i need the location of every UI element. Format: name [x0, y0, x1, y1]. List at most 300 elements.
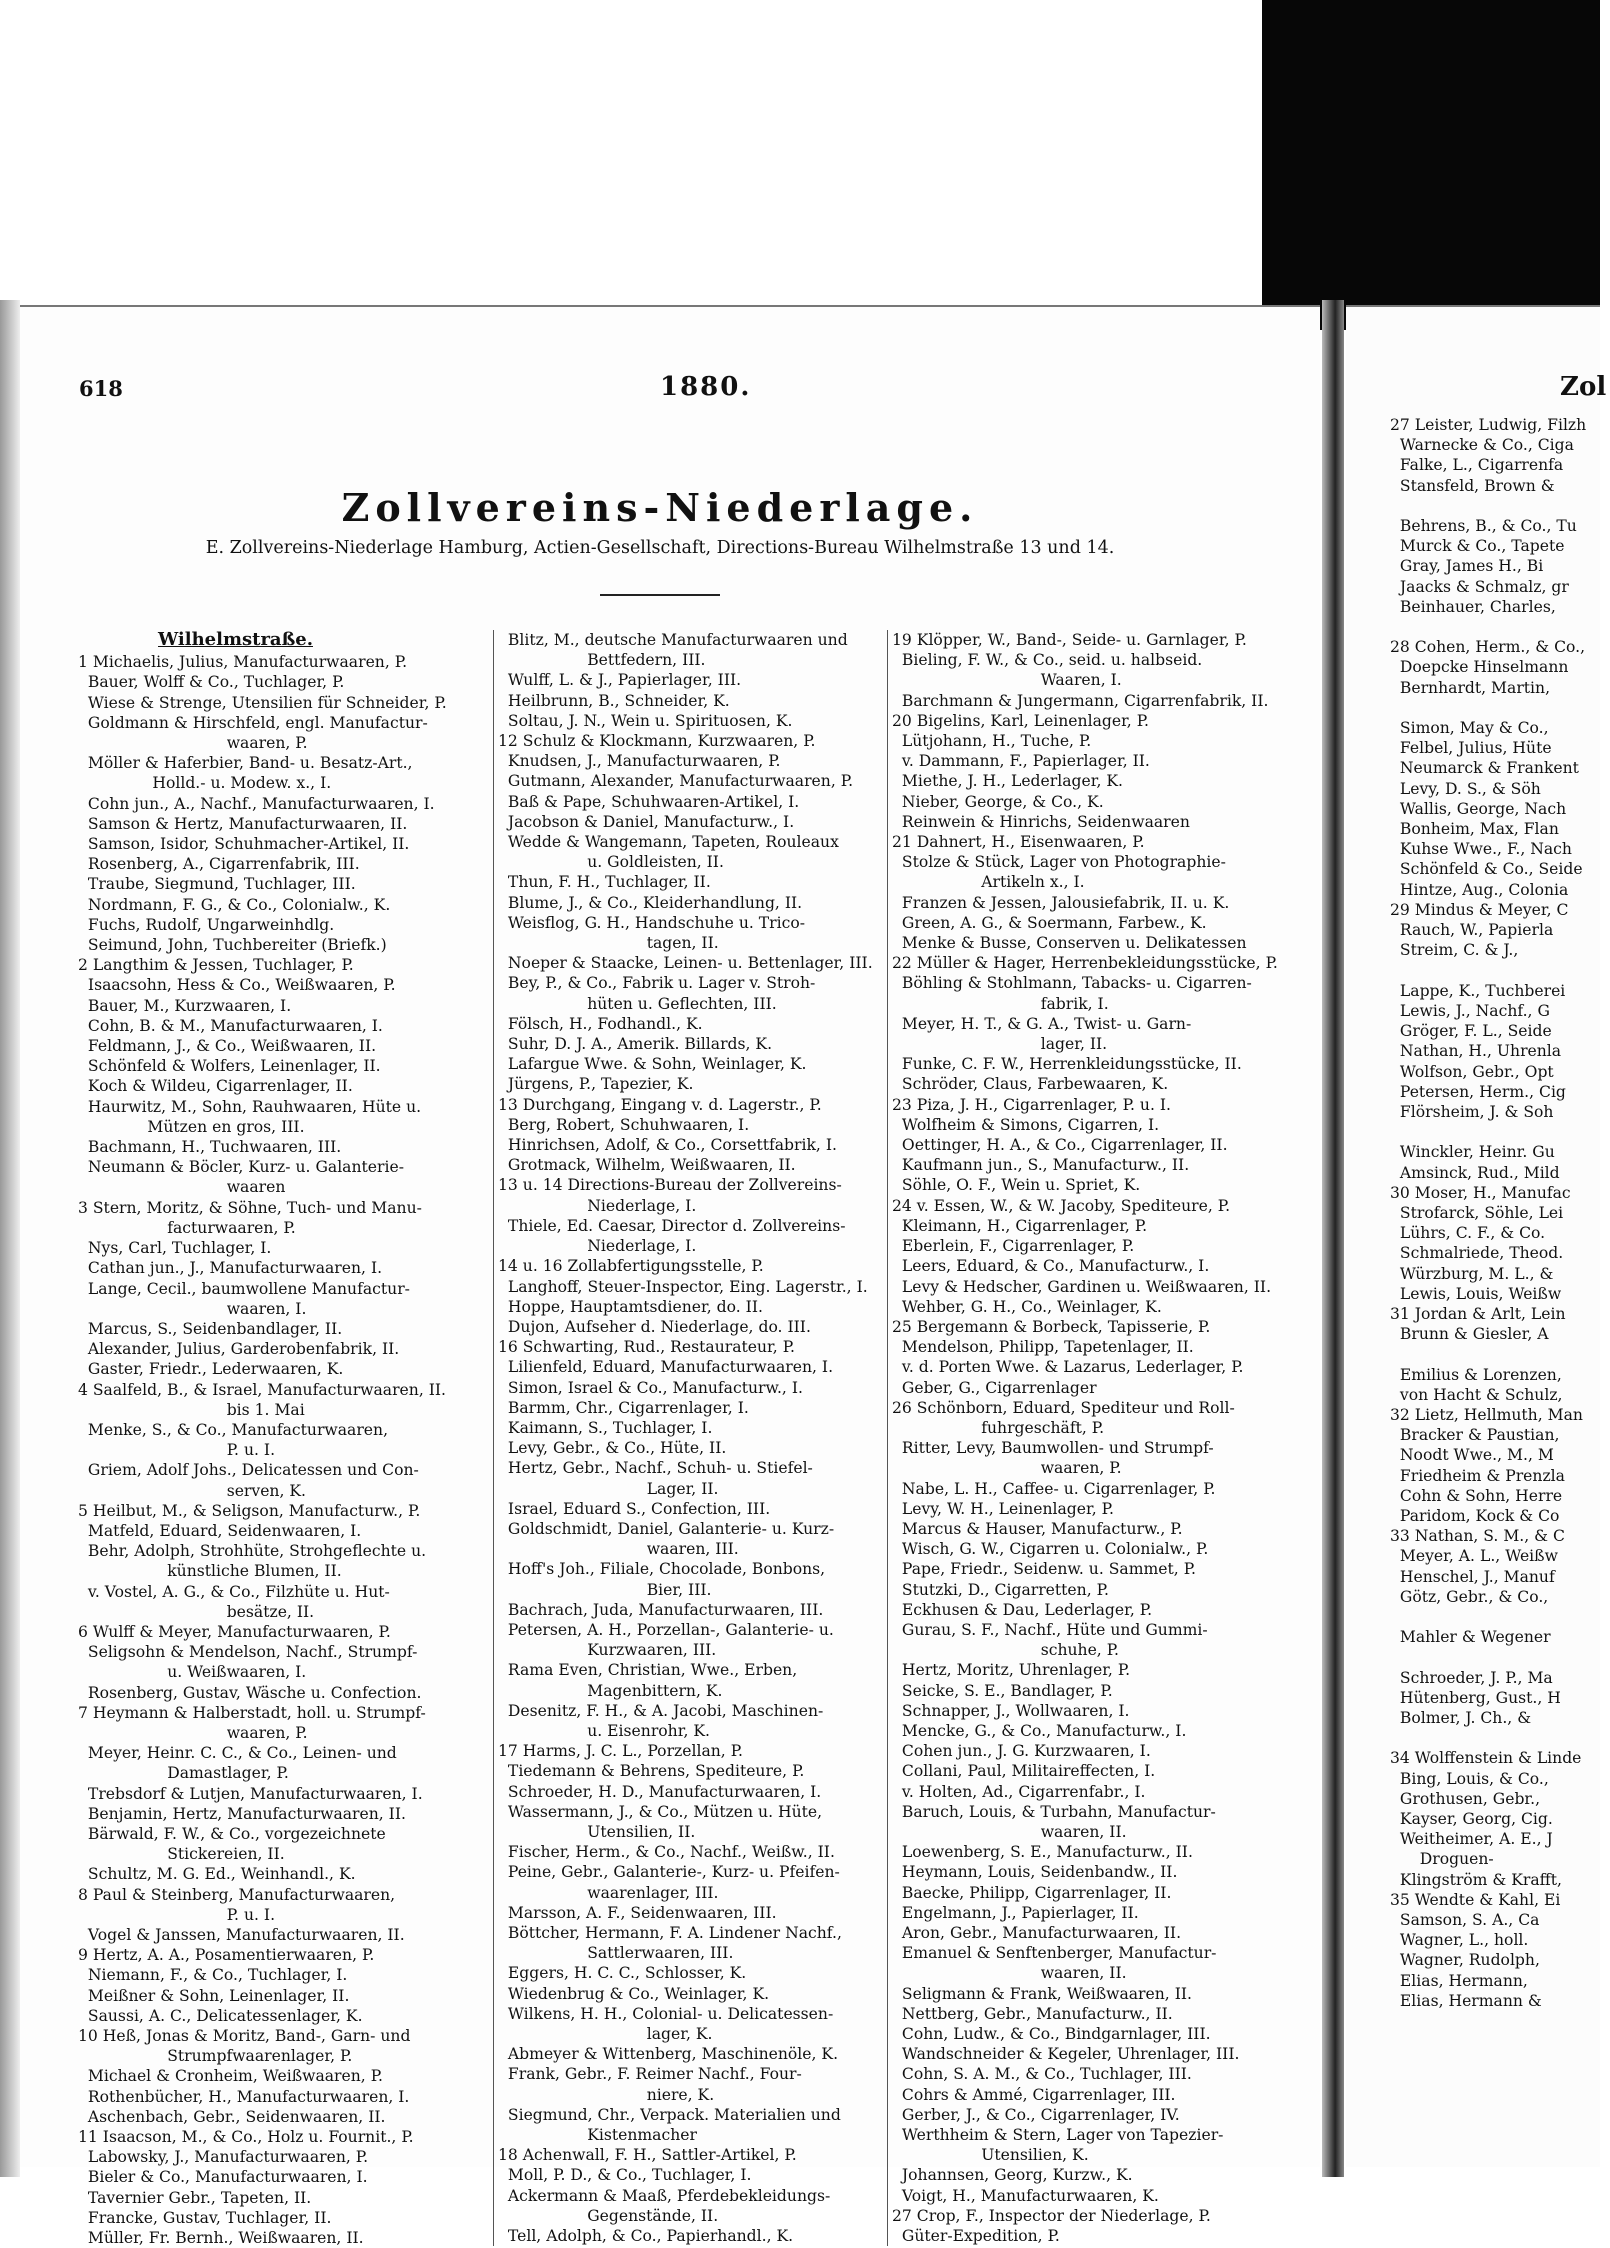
directory-entry: Pape, Friedr., Seidenw. u. Sammet, P.	[892, 1560, 1196, 1579]
directory-entry: Blume, J., & Co., Kleiderhandlung, II.	[498, 893, 803, 912]
directory-entry: Fölsch, H., Fodhandl., K.	[498, 1014, 703, 1033]
directory-entry: Funke, C. F. W., Herrenkleidungsstücke, II.	[892, 1055, 1242, 1074]
directory-entry: künstliche Blumen, II.	[78, 1562, 342, 1581]
directory-entry: Miethe, J. H., Lederlager, K.	[892, 772, 1123, 791]
directory-entry: Bier, III.	[498, 1580, 712, 1599]
directory-entry: Lilienfeld, Eduard, Manufacturwaaren, I.	[498, 1358, 834, 1377]
directory-entry: Artikeln x., I.	[892, 873, 1085, 892]
directory-entry: Rothenbücher, H., Manufacturwaaren, I.	[78, 2087, 410, 2106]
page-left-edge	[0, 300, 20, 2177]
directory-entry: Marsson, A. F., Seidenwaaren, III.	[498, 1903, 777, 1922]
directory-entry: Seicke, S. E., Bandlager, P.	[892, 1681, 1113, 1700]
directory-entry: Levy, W. H., Leinenlager, P.	[892, 1499, 1114, 1518]
directory-entry: Cohrs & Ammé, Cigarrenlager, III.	[892, 2085, 1176, 2104]
directory-entry: Meyer, H. T., & G. A., Twist- u. Garn-	[892, 1014, 1192, 1033]
directory-entry: Lewis, J., Nachf., G	[1390, 1001, 1550, 1020]
directory-entry: Levy & Hedscher, Gardinen u. Weißwaaren, II.	[892, 1277, 1272, 1296]
directory-entry: waaren	[78, 1178, 286, 1197]
directory-entry: waaren, II.	[892, 1964, 1127, 1983]
directory-entry: 11 Isaacson, M., & Co., Holz u. Fournit., P.	[78, 2128, 414, 2147]
directory-entry: Lager, II.	[498, 1479, 719, 1498]
directory-entry: Kurzwaaren, III.	[498, 1641, 717, 1660]
directory-entry: 9 Hertz, A. A., Posamentierwaaren, P.	[78, 1946, 375, 1965]
directory-entry: Bauer, Wolff & Co., Tuchlager, P.	[78, 673, 345, 692]
directory-entry: Emilius & Lorenzen,	[1390, 1365, 1562, 1384]
directory-entry: v. Holten, Ad., Cigarrenfabr., I.	[892, 1782, 1146, 1801]
directory-entry: Bieling, F. W., & Co., seid. u. halbseid.	[892, 651, 1203, 670]
directory-entry	[1390, 1647, 1610, 1667]
directory-entry: Tiedemann & Behrens, Spediteure, P.	[498, 1762, 805, 1781]
directory-entry: Mützen en gros, III.	[78, 1117, 305, 1136]
directory-entry: Waaren, I.	[892, 671, 1122, 690]
directory-entry: Nettberg, Gebr., Manufacturw., II.	[892, 2004, 1173, 2023]
directory-entry: P. u. I.	[78, 1441, 276, 1460]
directory-entry: Droguen-	[1390, 1850, 1494, 1869]
directory-entry: Geber, G., Cigarrenlager	[892, 1378, 1097, 1397]
directory-entry: Michael & Cronheim, Weißwaaren, P.	[78, 2067, 383, 2086]
directory-entry: Magenbittern, K.	[498, 1681, 723, 1700]
directory-entry: tagen, II.	[498, 934, 719, 953]
directory-entry: Wassermann, J., & Co., Mützen u. Hüte,	[498, 1802, 823, 1821]
directory-entry: Behr, Adolph, Strohhüte, Strohgeflechte u.	[78, 1542, 427, 1561]
directory-column-3	[887, 630, 1277, 2246]
directory-entry: Traube, Siegmund, Tuchlager, III.	[78, 875, 356, 894]
directory-entry: niere, K.	[498, 2085, 715, 2104]
directory-entry: Nabe, L. H., Caffee- u. Cigarrenlager, P.	[892, 1479, 1216, 1498]
directory-entry: Johannsen, Georg, Kurzw., K.	[892, 2166, 1133, 2185]
directory-entry: Kayser, Georg, Cig.	[1390, 1810, 1553, 1829]
directory-entry: Sattlerwaaren, III.	[498, 1944, 734, 1963]
directory-entry: 31 Jordan & Arlt, Lein	[1390, 1304, 1566, 1323]
directory-entry: Meißner & Sohn, Leinenlager, II.	[78, 1986, 350, 2005]
directory-entry: Marcus, S., Seidenbandlager, II.	[78, 1319, 343, 1338]
directory-entry: Heilbrunn, B., Schneider, K.	[498, 691, 730, 710]
directory-entry: Ritter, Levy, Baumwollen- und Strumpf-	[892, 1439, 1214, 1458]
column-1-entries	[78, 652, 488, 2248]
directory-entry: 13 u. 14 Directions-Bureau der Zollvereins-	[498, 1176, 842, 1195]
directory-entry: Dujon, Aufseher d. Niederlage, do. III.	[498, 1317, 811, 1336]
directory-entry: Baecke, Philipp, Cigarrenlager, II.	[892, 1883, 1172, 1902]
directory-entry: Weitheimer, A. E., J	[1390, 1830, 1553, 1849]
directory-entry: Wiedenbrug & Co., Weinlager, K.	[498, 1984, 770, 2003]
directory-entry: Frank, Gebr., F. Reimer Nachf., Four-	[498, 2065, 802, 2084]
directory-entry: Cohn, B. & M., Manufacturwaaren, I.	[78, 1016, 383, 1035]
directory-entry: 33 Nathan, S. M., & C	[1390, 1527, 1565, 1546]
directory-entry: Gerber, J., & Co., Cigarrenlager, IV.	[892, 2105, 1180, 2124]
directory-entry: Wisch, G. W., Cigarren u. Colonialw., P.	[892, 1540, 1209, 1559]
directory-entry	[1390, 1122, 1610, 1142]
directory-entry: Franzen & Jessen, Jalousiefabrik, II. u. K.	[892, 893, 1230, 912]
directory-entry: 14 u. 16 Zollabfertigungsstelle, P.	[498, 1257, 764, 1276]
directory-entry: Hertz, Gebr., Nachf., Schuh- u. Stiefel-	[498, 1459, 813, 1478]
directory-entry: Rosenberg, A., Cigarrenfabrik, III.	[78, 855, 360, 874]
directory-entry: Matfeld, Eduard, Seidenwaaren, I.	[78, 1521, 362, 1540]
directory-entry: Falke, L., Cigarrenfa	[1390, 456, 1564, 475]
directory-entry: Möller & Haferbier, Band- u. Besatz-Art.,	[78, 754, 413, 773]
directory-entry: Bracker & Paustian,	[1390, 1426, 1560, 1445]
directory-entry: 24 v. Essen, W., & W. Jacoby, Spediteure, P.	[892, 1196, 1231, 1215]
directory-entry: Schroeder, H. D., Manufacturwaaren, I.	[498, 1782, 822, 1801]
directory-entry: Lütjohann, H., Tuche, P.	[892, 732, 1092, 751]
directory-entry: 25 Bergemann & Borbeck, Tapisserie, P.	[892, 1317, 1211, 1336]
directory-entry: Feldmann, J., & Co., Weißwaaren, II.	[78, 1037, 377, 1056]
directory-entry: Engelmann, J., Papierlager, II.	[892, 1903, 1139, 1922]
directory-entry: Peine, Gebr., Galanterie-, Kurz- u. Pfeifen-	[498, 1863, 840, 1882]
directory-entry: Strofarck, Söhle, Lei	[1390, 1203, 1564, 1222]
directory-entry: Stansfeld, Brown &	[1390, 476, 1555, 495]
directory-entry: Utensilien, II.	[498, 1822, 696, 1841]
directory-entry: Mencke, G., & Co., Manufacturw., I.	[892, 1721, 1187, 1740]
directory-entry: Bieler & Co., Manufacturwaaren, I.	[78, 2168, 368, 2187]
directory-entry: Seligsohn & Mendelson, Nachf., Strumpf-	[78, 1643, 418, 1662]
directory-entry: Henschel, J., Manuf	[1390, 1567, 1555, 1586]
directory-entry: Eggers, H. C. C., Schlosser, K.	[498, 1964, 747, 1983]
directory-entry: 27 Crop, F., Inspector der Niederlage, P.	[892, 2206, 1211, 2225]
directory-entry: Meyer, A. L., Weißw	[1390, 1547, 1558, 1566]
directory-entry: waaren, II.	[892, 1822, 1127, 1841]
directory-entry: Jacobson & Daniel, Manufacturw., I.	[498, 812, 795, 831]
scan-dark-area	[1262, 0, 1600, 330]
directory-entry: Voigt, H., Manufacturwaaren, K.	[892, 2186, 1159, 2205]
directory-entry: Labowsky, J., Manufacturwaaren, P.	[78, 2148, 369, 2167]
directory-entry: Bonheim, Max, Flan	[1390, 820, 1559, 839]
directory-entry: Barmm, Chr., Cigarrenlager, I.	[498, 1398, 749, 1417]
directory-entry: Beinhauer, Charles,	[1390, 597, 1556, 616]
directory-entry: Götz, Gebr., & Co.,	[1390, 1587, 1549, 1606]
directory-entry: Utensilien, K.	[892, 2146, 1089, 2165]
directory-entry	[1390, 496, 1610, 516]
directory-entry: Cathan jun., J., Manufacturwaaren, I.	[78, 1259, 383, 1278]
directory-entry: Brunn & Giesler, A	[1390, 1325, 1549, 1344]
directory-entry: waaren, I.	[78, 1299, 307, 1318]
directory-entry: 8 Paul & Steinberg, Manufacturwaaren,	[78, 1885, 396, 1904]
directory-entry: Wulff, L. & J., Papierlager, III.	[498, 671, 742, 690]
directory-entry: u. Weißwaaren, I.	[78, 1663, 307, 1682]
directory-entry: Wallis, George, Nach	[1390, 799, 1567, 818]
directory-entry: Elias, Hermann &	[1390, 1991, 1542, 2010]
directory-entry: Koch & Wildeu, Cigarrenlager, II.	[78, 1077, 353, 1096]
directory-entry: Trebsdorf & Lutjen, Manufacturwaaren, I.	[78, 1784, 423, 1803]
directory-entry: Söhle, O. F., Wein u. Spriet, K.	[892, 1176, 1141, 1195]
directory-entry: Baß & Pape, Schuhwaaren-Artikel, I.	[498, 792, 800, 811]
directory-entry: Saussi, A. C., Delicatessenlager, K.	[78, 2006, 363, 2025]
directory-entry: Kuhse Wwe., F., Nach	[1390, 840, 1572, 859]
directory-entry: Green, A. G., & Soermann, Farbew., K.	[892, 913, 1207, 932]
page-number: 618	[79, 376, 123, 401]
directory-entry: Wagner, Rudolph,	[1390, 1951, 1540, 1970]
directory-entry: Wiese & Strenge, Utensilien für Schneider, P.	[78, 693, 447, 712]
directory-entry: v. d. Porten Wwe. & Lazarus, Lederlager, P.	[892, 1358, 1244, 1377]
directory-entry: 3 Stern, Moritz, & Söhne, Tuch- und Manu-	[78, 1198, 422, 1217]
directory-entry: Kaimann, S., Tuchlager, I.	[498, 1418, 713, 1437]
directory-entry: lager, II.	[892, 1035, 1108, 1054]
directory-entry: Neumann & Böcler, Kurz- u. Galanterie-	[78, 1158, 404, 1177]
directory-entry: Wolfson, Gebr., Opt	[1390, 1062, 1554, 1081]
directory-entry: 35 Wendte & Kahl, Ei	[1390, 1890, 1561, 1909]
directory-entry: 10 Heß, Jonas & Moritz, Band-, Garn- und	[78, 2027, 411, 2046]
directory-entry: Rauch, W., Papierla	[1390, 921, 1554, 940]
directory-entry: Alexander, Julius, Garderobenfabrik, II.	[78, 1340, 400, 1359]
directory-entry: Desenitz, F. H., & A. Jacobi, Maschinen-	[498, 1701, 824, 1720]
directory-entry: Winckler, Heinr. Gu	[1390, 1143, 1555, 1162]
directory-entry: Knudsen, J., Manufacturwaaren, P.	[498, 752, 781, 771]
directory-entry: Murck & Co., Tapete	[1390, 537, 1565, 556]
directory-entry: Wehber, G. H., Co., Weinlager, K.	[892, 1297, 1162, 1316]
directory-entry: Hoff's Joh., Filiale, Chocolade, Bonbons,	[498, 1560, 826, 1579]
directory-entry: Gutmann, Alexander, Manufacturwaaren, P.	[498, 772, 854, 791]
directory-entry: Gurau, S. F., Nachf., Hüte und Gummi-	[892, 1620, 1208, 1639]
directory-entry: Lührs, C. F., & Co.	[1390, 1224, 1546, 1243]
directory-entry: Gegenstände, II.	[498, 2206, 719, 2225]
directory-entry: Aron, Gebr., Manufacturwaaren, II.	[892, 1924, 1182, 1942]
directory-entry: Marcus & Hauser, Manufacturw., P.	[892, 1519, 1183, 1538]
directory-entry: Cohn & Sohn, Herre	[1390, 1486, 1563, 1505]
directory-entry: Benjamin, Hertz, Manufacturwaaren, II.	[78, 1804, 406, 1823]
directory-entry: Hinrichsen, Adolf, & Co., Corsettfabrik, I.	[498, 1136, 837, 1155]
directory-entry	[1390, 960, 1610, 980]
directory-entry: Kaufmann jun., S., Manufacturw., II.	[892, 1156, 1190, 1175]
directory-entry: Kistenmacher	[498, 2126, 697, 2145]
directory-entry: 23 Piza, J. H., Cigarrenlager, P. u. I.	[892, 1095, 1171, 1114]
directory-entry: Bachrach, Juda, Manufacturwaaren, III.	[498, 1600, 824, 1619]
directory-entry: Reinwein & Hinrichs, Seidenwaaren	[892, 812, 1190, 831]
directory-entry: Petersen, A. H., Porzellan-, Galanterie- u.	[498, 1620, 834, 1639]
directory-entry: v. Vostel, A. G., & Co., Filzhüte u. Hut-	[78, 1582, 390, 1601]
directory-entry: Meyer, Heinr. C. C., & Co., Leinen- und	[78, 1744, 397, 1763]
page-year-header: 1880.	[660, 372, 752, 402]
right-page-header: Zol	[1560, 372, 1607, 402]
directory-entry: Israel, Eduard S., Confection, III.	[498, 1499, 771, 1518]
directory-entry: 5 Heilbut, M., & Seligson, Manufacturw., P.	[78, 1501, 421, 1520]
directory-entry: 17 Harms, J. C. L., Porzellan, P.	[498, 1742, 743, 1761]
directory-entry: Goldmann & Hirschfeld, engl. Manufactur-	[78, 713, 428, 732]
directory-entry: 26 Schönborn, Eduard, Spediteur und Roll-	[892, 1398, 1235, 1417]
directory-entry: fuhrgeschäft, P.	[892, 1418, 1105, 1437]
directory-entry: 2 Langthim & Jessen, Tuchlager, P.	[78, 956, 354, 975]
directory-entry: Bärwald, F. W., & Co., vorgezeichnete	[78, 1824, 386, 1843]
directory-entry: Paridom, Kock & Co	[1390, 1506, 1560, 1525]
directory-entry: Francke, Gustav, Tuchlager, II.	[78, 2208, 332, 2227]
directory-entry: 21 Dahnert, H., Eisenwaaren, P.	[892, 833, 1145, 852]
directory-entry: Lappe, K., Tuchberei	[1390, 981, 1566, 1000]
directory-entry: Baruch, Louis, & Turbahn, Manufactur-	[892, 1802, 1216, 1821]
book-spine	[1322, 300, 1344, 2177]
directory-entry: hüten u. Geflechten, III.	[498, 994, 777, 1013]
directory-entry: Böhling & Stohlmann, Tabacks- u. Cigarren-	[892, 974, 1252, 993]
directory-entry: Weisflog, G. H., Handschuhe u. Trico-	[498, 913, 806, 932]
directory-entry: Bauer, M., Kurzwaaren, I.	[78, 996, 292, 1015]
directory-entry: waarenlager, III.	[498, 1883, 719, 1902]
directory-entry: Mahler & Wegener	[1390, 1628, 1551, 1647]
directory-entry: lager, K.	[498, 2025, 713, 2044]
directory-entry: Petersen, Herm., Cig	[1390, 1082, 1566, 1101]
directory-entry: Warnecke & Co., Ciga	[1390, 436, 1574, 455]
directory-entry	[1390, 698, 1610, 718]
directory-entry: Wagner, L., holl.	[1390, 1931, 1529, 1950]
directory-entry: besätze, II.	[78, 1602, 315, 1621]
directory-entry: Aschenbach, Gebr., Seidenwaaren, II.	[78, 2107, 386, 2126]
directory-entry: Noodt Wwe., M., M	[1390, 1446, 1554, 1465]
directory-entry: Bernhardt, Martin,	[1390, 678, 1551, 697]
directory-entry: Schröder, Claus, Farbewaaren, K.	[892, 1075, 1169, 1094]
directory-entry: 20 Bigelins, Karl, Leinenlager, P.	[892, 711, 1150, 730]
directory-entry: Niemann, F., & Co., Tuchlager, I.	[78, 1966, 348, 1985]
directory-entry: Gaster, Friedr., Lederwaaren, K.	[78, 1360, 344, 1379]
directory-entry: Suhr, D. J. A., Amerik. Billards, K.	[498, 1035, 773, 1054]
directory-entry: facturwaaren, P.	[78, 1218, 296, 1237]
directory-entry: Thun, F. H., Tuchlager, II.	[498, 873, 711, 892]
directory-entry: 34 Wolffenstein & Linde	[1390, 1749, 1582, 1768]
directory-entry: u. Goldleisten, II.	[498, 853, 724, 872]
directory-entry: waaren, P.	[78, 734, 308, 753]
directory-entry: 27 Leister, Ludwig, Filzh	[1390, 416, 1587, 434]
directory-entry: Gröger, F. L., Seide	[1390, 1022, 1552, 1041]
directory-entry: Hintze, Aug., Colonia	[1390, 880, 1569, 899]
directory-entry: Schönfeld & Co., Seide	[1390, 860, 1583, 879]
directory-entry: Lange, Cecil., baumwollene Manufactur-	[78, 1279, 410, 1298]
directory-entry: Bachmann, H., Tuchwaaren, III.	[78, 1138, 342, 1157]
street-heading: Wilhelmstraße.	[158, 629, 313, 650]
directory-entry: Stolze & Stück, Lager von Photographie-	[892, 853, 1226, 872]
right-page-column	[1390, 415, 1610, 2011]
directory-entry: Menke & Busse, Conserven u. Delikatessen	[892, 934, 1247, 953]
directory-entry: Cohen jun., J. G. Kurzwaaren, I.	[892, 1742, 1151, 1761]
directory-entry: Lewis, Louis, Weißw	[1390, 1284, 1562, 1303]
directory-entry: Grothusen, Gebr.,	[1390, 1789, 1541, 1808]
directory-entry: Nordmann, F. G., & Co., Colonialw., K.	[78, 895, 391, 914]
directory-entry: Nieber, George, & Co., K.	[892, 792, 1104, 811]
directory-entry: Mendelson, Philipp, Tapetenlager, II.	[892, 1338, 1194, 1357]
directory-entry: Simon, May & Co.,	[1390, 719, 1549, 738]
directory-entry: Felbel, Julius, Hüte	[1390, 739, 1552, 758]
directory-column-1	[78, 630, 488, 2248]
directory-entry: Levy, Gebr., & Co., Hüte, II.	[498, 1439, 727, 1458]
directory-entry: Würzburg, M. L., &	[1390, 1264, 1554, 1283]
directory-entry: 30 Moser, H., Manufac	[1390, 1183, 1571, 1202]
directory-entry: Hütenberg, Gust., H	[1390, 1688, 1561, 1707]
directory-entry: Abmeyer & Wittenberg, Maschinenöle, K.	[498, 2045, 839, 2064]
directory-entry: v. Dammann, F., Papierlager, II.	[892, 752, 1150, 771]
directory-entry: Wandschneider & Kegeler, Uhrenlager, III.	[892, 2045, 1240, 2064]
directory-entry: Stutzki, D., Cigarretten, P.	[892, 1580, 1109, 1599]
directory-entry: Hertz, Moritz, Uhrenlager, P.	[892, 1661, 1131, 1680]
directory-entry: Levy, D. S., & Söh	[1390, 779, 1541, 798]
directory-entry: Lafargue Wwe. & Sohn, Weinlager, K.	[498, 1055, 807, 1074]
directory-entry: u. Eisenrohr, K.	[498, 1721, 710, 1740]
directory-entry: Schönfeld & Wolfers, Leinenlager, II.	[78, 1057, 381, 1076]
directory-entry: Collani, Paul, Militaireffecten, I.	[892, 1762, 1156, 1781]
directory-entry: Doepcke Hinselmann	[1390, 658, 1569, 677]
directory-entry: Klingström & Krafft,	[1390, 1870, 1562, 1889]
directory-entry: Simon, Israel & Co., Manufacturw., I.	[498, 1378, 803, 1397]
directory-entry: Jürgens, P., Tapezier, K.	[498, 1075, 694, 1094]
directory-entry: Bolmer, J. Ch., &	[1390, 1709, 1532, 1727]
directory-entry: Strumpfwaarenlager, P.	[78, 2047, 353, 2066]
directory-entry: Seligmann & Frank, Weißwaaren, II.	[892, 1984, 1192, 2003]
directory-entry: Ackermann & Maaß, Pferdebekleidungs-	[498, 2186, 831, 2205]
directory-entry: von Hacht & Schulz,	[1390, 1385, 1563, 1404]
directory-entry: Loewenberg, S. E., Manufacturw., II.	[892, 1843, 1193, 1862]
directory-entry: Nathan, H., Uhrenla	[1390, 1042, 1562, 1061]
directory-column-2	[493, 630, 888, 2246]
directory-entry: Güter-Expedition, P.	[892, 2227, 1060, 2246]
directory-entry: Eberlein, F., Cigarrenlager, P.	[892, 1237, 1135, 1256]
directory-entry: Bing, Louis, & Co.,	[1390, 1769, 1549, 1788]
directory-entry: Stickereien, II.	[78, 1845, 285, 1864]
directory-entry: 12 Schulz & Klockmann, Kurzwaaren, P.	[498, 732, 816, 751]
directory-entry: Goldschmidt, Daniel, Galanterie- u. Kurz-	[498, 1519, 835, 1538]
directory-entry: 6 Wulff & Meyer, Manufacturwaaren, P.	[78, 1622, 391, 1641]
directory-entry: Noeper & Staacke, Leinen- u. Bettenlager, III.	[498, 954, 873, 973]
directory-entry: 32 Lietz, Hellmuth, Man	[1390, 1405, 1583, 1424]
directory-entry: Cohn, Ludw., & Co., Bindgarnlager, III.	[892, 2025, 1211, 2044]
directory-entry: Gray, James H., Bi	[1390, 557, 1544, 576]
directory-entry: 7 Heymann & Halberstadt, holl. u. Strumpf-	[78, 1703, 426, 1722]
directory-entry: Bey, P., & Co., Fabrik u. Lager v. Stroh-	[498, 974, 816, 993]
directory-entry: Wedde & Wangemann, Tapeten, Rouleaux	[498, 833, 839, 852]
directory-entry: bis 1. Mai	[78, 1400, 305, 1419]
directory-entry: Thiele, Ed. Caesar, Director d. Zollvereins-	[498, 1216, 846, 1235]
directory-entry: Barchmann & Jungermann, Cigarrenfabrik, II.	[892, 691, 1269, 710]
directory-entry: Hoppe, Hauptamtsdiener, do. II.	[498, 1297, 763, 1316]
directory-entry: Siegmund, Chr., Verpack. Materialien und	[498, 2105, 841, 2124]
directory-entry: Soltau, J. N., Wein u. Spirituosen, K.	[498, 711, 793, 730]
directory-entry: Schmalriede, Theod.	[1390, 1244, 1564, 1263]
directory-entry: Grotmack, Wilhelm, Weißwaaren, II.	[498, 1156, 796, 1175]
directory-entry: Cohn, S. A. M., & Co., Tuchlager, III.	[892, 2065, 1192, 2084]
directory-entry: 22 Müller & Hager, Herrenbekleidungsstücke, P.	[892, 954, 1278, 973]
directory-entry: Jaacks & Schmalz, gr	[1390, 577, 1569, 596]
page-title: Zollvereins-Niederlage.	[341, 485, 979, 530]
directory-entry: Wilkens, H. H., Colonial- u. Delicatessen-	[498, 2004, 834, 2023]
title-rule	[600, 594, 720, 596]
directory-entry: Leers, Eduard, & Co., Manufacturw., I.	[892, 1257, 1210, 1276]
directory-entry: Flörsheim, J. & Soh	[1390, 1102, 1554, 1121]
directory-entry: Niederlage, I.	[498, 1196, 697, 1215]
directory-entry	[1390, 1344, 1610, 1364]
directory-entry: Schroeder, J. P., Ma	[1390, 1668, 1553, 1687]
directory-entry: Werthheim & Stern, Lager von Tapezier-	[892, 2126, 1224, 2145]
directory-entry: schuhe, P.	[892, 1641, 1119, 1660]
directory-entry: Bettfedern, III.	[498, 651, 706, 670]
directory-entry: Moll, P. D., & Co., Tuchlager, I.	[498, 2166, 752, 2185]
directory-entry: 13 Durchgang, Eingang v. d. Lagerstr., P.	[498, 1095, 822, 1114]
directory-entry: Elias, Hermann,	[1390, 1971, 1528, 1990]
directory-entry: 1 Michaelis, Julius, Manufacturwaaren, P.	[78, 653, 408, 672]
directory-entry: Nys, Carl, Tuchlager, I.	[78, 1239, 272, 1258]
directory-entry: Langhoff, Steuer-Inspector, Eing. Lagerstr., I.	[498, 1277, 868, 1296]
directory-entry: Amsinck, Rud., Mild	[1390, 1163, 1560, 1182]
directory-entry: Oettinger, H. A., & Co., Cigarrenlager, II.	[892, 1136, 1228, 1155]
directory-entry: Wolfheim & Simons, Cigarren, I.	[892, 1115, 1160, 1134]
directory-entry: Müller, Fr. Bernh., Weißwaaren, II.	[78, 2229, 364, 2248]
directory-entry: Berg, Robert, Schuhwaaren, I.	[498, 1115, 750, 1134]
directory-entry: Schultz, M. G. Ed., Weinhandl., K.	[78, 1865, 356, 1884]
directory-entry: Schnapper, J., Wollwaaren, I.	[892, 1701, 1130, 1720]
directory-entry: Blitz, M., deutsche Manufacturwaaren und	[498, 631, 848, 649]
directory-entry: Fischer, Herm., & Co., Nachf., Weißw., II.	[498, 1843, 835, 1862]
directory-entry: 28 Cohen, Herm., & Co.,	[1390, 638, 1586, 657]
directory-entry: Samson, S. A., Ca	[1390, 1911, 1540, 1930]
directory-entry: Kleimann, H., Cigarrenlager, P.	[892, 1216, 1148, 1235]
directory-entry	[1390, 617, 1610, 637]
directory-entry: Isaacsohn, Hess & Co., Weißwaaren, P.	[78, 976, 396, 995]
directory-entry: Böttcher, Hermann, F. A. Lindener Nachf.,	[498, 1924, 842, 1942]
directory-entry: Neumarck & Frankent	[1390, 759, 1579, 778]
directory-entry	[1390, 1607, 1610, 1627]
directory-entry: Tavernier Gebr., Tapeten, II.	[78, 2188, 312, 2207]
directory-entry: Samson & Hertz, Manufacturwaaren, II.	[78, 814, 408, 833]
